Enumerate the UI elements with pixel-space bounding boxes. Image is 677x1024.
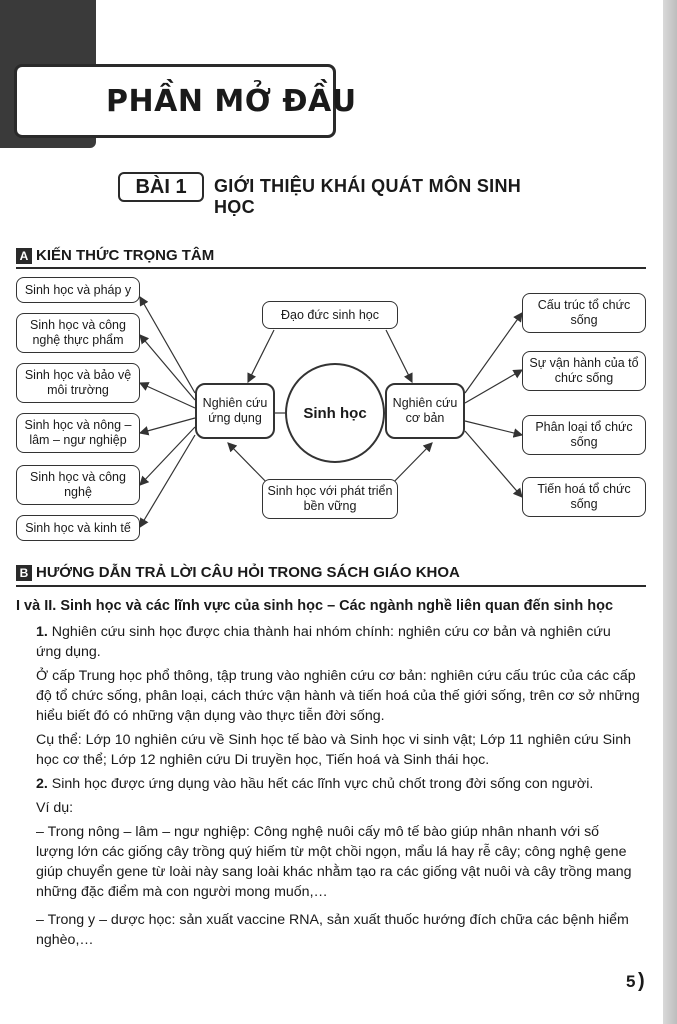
paragraph-1-text: Nghiên cứu sinh học được chia thành hai nhóm chính: nghiên cứu cơ bản và nghiên cứu ứng dụng.: [36, 624, 611, 660]
paragraph-4-number: 2.: [36, 776, 48, 792]
left-item-forensics: Sinh học và pháp y: [16, 277, 140, 303]
subheading: I và II. Sinh học và các lĩnh vực của sinh học – Các ngành nghề liên quan đến sinh học: [16, 598, 614, 614]
lesson-title: GIỚI THIỆU KHÁI QUÁT MÔN SINH HỌC: [214, 176, 522, 217]
concept-diagram: [12, 275, 652, 545]
left-item-technology: Sinh học và công nghệ: [16, 465, 140, 505]
right-item-evolution: Tiến hoá tổ chức sống: [522, 477, 646, 517]
left-item-environment: Sinh học và bảo vệ môi trường: [16, 363, 140, 403]
paragraph-1: [36, 622, 640, 662]
lesson-badge: BÀI 1: [118, 172, 204, 202]
section-a-title: KIẾN THỨC TRỌNG TÂM: [36, 247, 215, 264]
center-biology: Sinh học: [285, 363, 385, 463]
paragraph-4-text: Sinh học được ứng dụng vào hầu hết các lĩnh vực chủ chốt trong đời sống con người.: [51, 776, 594, 792]
paragraph-6: – Trong nông – lâm – ngư nghiệp: Công nghệ nuôi cấy mô tế bào giúp nhân nhanh với số lượng lớn các giống cây trồng quý hiếm từ một chồi ngọn, mẩu lá hay rễ cây; công nghệ gene giúp chuyển gene từ loài này sang loài khác nhằm tạo ra các giống vật nuôi và cây trồng mang những đặc điểm mà con người mong muốn,…: [36, 824, 632, 900]
left-item-food-tech: Sinh học và công nghệ thực phẩm: [16, 313, 140, 353]
hub-applied-research: Nghiên cứu ứng dụng: [195, 383, 275, 439]
part-title: PHẦN MỞ ĐẦU: [106, 84, 357, 119]
paragraph-7: – Trong y – dược học: sản xuất vaccine RNA, sản xuất thuốc hướng đích chữa các bệnh hiểm nghèo,…: [36, 912, 629, 948]
paragraph-3: Cụ thể: Lớp 10 nghiên cứu về Sinh học tế bào và Sinh học vi sinh vật; Lớp 11 nghiên cứu Sinh học cơ thể; Lớp 12 nghiên cứu Di truyền học, Tiến hoá và Sinh thái học.: [36, 732, 631, 768]
bottom-sustainable-development: Sinh học với phát triển bền vững: [262, 479, 398, 519]
paragraph-5: Ví dụ:: [36, 800, 74, 816]
left-item-economics: Sinh học và kinh tế: [16, 515, 140, 541]
section-b-title: HƯỚNG DẪN TRẢ LỜI CÂU HỎI TRONG SÁCH GIÁO KHOA: [36, 564, 460, 581]
section-a-rule: [16, 267, 646, 269]
page-number-bracket-icon: ): [638, 970, 645, 992]
paragraph-1-number: 1.: [36, 624, 48, 640]
section-b-letter: B: [16, 565, 32, 581]
section-a-letter: A: [16, 248, 32, 264]
right-item-classification: Phân loại tổ chức sống: [522, 415, 646, 455]
paragraph-2: Ở cấp Trung học phổ thông, tập trung vào nghiên cứu cơ bản: nghiên cứu cấu trúc của các cấp độ tổ chức sống, phân loại, cách thức vận hành và tiến hoá của thế giới sống, trên cơ sở những hiểu biết đó có những vận dụng vào thực tiễn đời sống.: [36, 668, 640, 724]
lesson-header: [118, 168, 548, 217]
hub-basic-research: Nghiên cứu cơ bản: [385, 383, 465, 439]
page-edge: [663, 0, 677, 1024]
section-b-heading: [16, 564, 460, 581]
right-item-operation: Sự vận hành của tổ chức sống: [522, 351, 646, 391]
section-b-rule: [16, 585, 646, 587]
left-item-agriculture: Sinh học và nông – lâm – ngư nghiệp: [16, 413, 140, 453]
right-item-structure: Cấu trúc tổ chức sống: [522, 293, 646, 333]
page-number: 5: [626, 972, 636, 991]
section-a-heading: [16, 247, 214, 264]
paragraph-4: [36, 774, 640, 794]
top-bioethics: Đạo đức sinh học: [262, 301, 398, 329]
